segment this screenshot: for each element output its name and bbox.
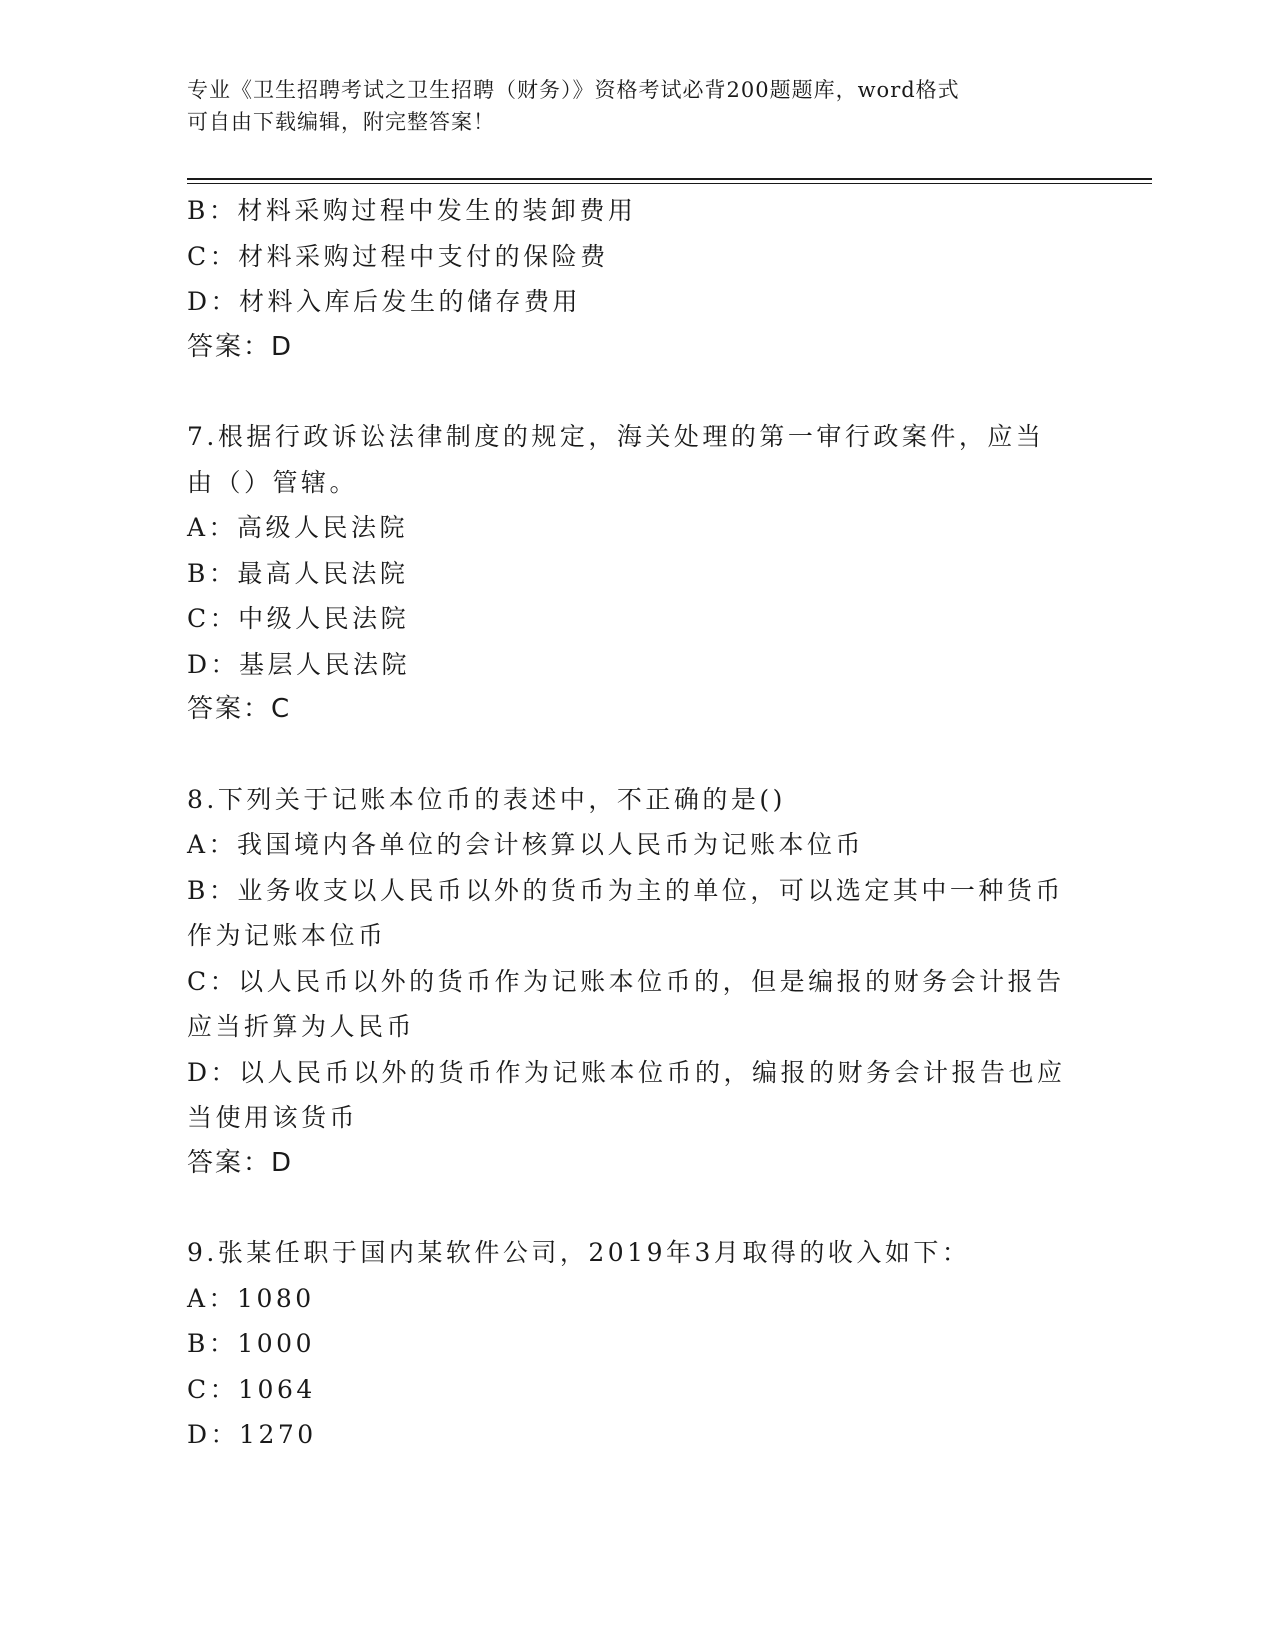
spacer xyxy=(187,733,1087,777)
answer-line: 答案：D xyxy=(187,331,294,362)
option-c-line-2: 应当折算为人民币 xyxy=(187,1012,416,1041)
question-stem-line-2: 由（）管辖。 xyxy=(187,467,359,497)
option-d-line-1: D：以人民币以外的货币作为记账本位币的，编报的财务会计报告也应 xyxy=(187,1057,1066,1087)
option-a: A：高级人民法院 xyxy=(187,513,409,542)
question-stem: 8.下列关于记账本位币的表述中，不正确的是() xyxy=(187,784,786,814)
answer-line: 答案：C xyxy=(187,694,292,724)
spacer xyxy=(187,1186,1087,1230)
option-c-line-1: C：以人民币以外的货币作为记账本位币的，但是编报的财务会计报告 xyxy=(187,966,1065,996)
option-b: B：材料采购过程中发生的装卸费用 xyxy=(187,196,637,225)
option-b: B：最高人民法院 xyxy=(187,558,409,588)
header-title-line-2: 可自由下载编辑，附完整答案！ xyxy=(187,110,495,134)
question-7 xyxy=(187,414,1087,733)
option-d: D：1270 xyxy=(187,1420,317,1449)
option-d: D：基层人民法院 xyxy=(187,649,411,679)
option-d-line-2: 当使用该货币 xyxy=(187,1103,359,1132)
question-stem: 9.张某任职于国内某软件公司，2019年3月取得的收入如下： xyxy=(187,1238,971,1267)
option-c: C：中级人民法院 xyxy=(187,604,410,633)
question-list xyxy=(187,188,1087,1458)
question-9 xyxy=(187,1230,1087,1458)
option-b-line-1: B：业务收支以人民币以外的货币为主的单位，可以选定其中一种货币 xyxy=(187,875,1064,905)
spacer xyxy=(187,370,1087,414)
option-a: A：我国境内各单位的会计核算以人民币为记账本位币 xyxy=(187,830,865,859)
question-6-tail xyxy=(187,188,1087,370)
answer-line: 答案：D xyxy=(187,1147,294,1178)
header-divider-thick xyxy=(187,178,1152,180)
option-c: C：材料采购过程中支付的保险费 xyxy=(187,241,609,271)
question-stem-line-1: 7.根据行政诉讼法律制度的规定，海关处理的第一审行政案件，应当 xyxy=(187,422,1045,451)
option-b: B：1000 xyxy=(187,1329,315,1358)
option-a: A：1080 xyxy=(187,1283,315,1313)
option-c: C：1064 xyxy=(187,1374,316,1404)
header-title-line-1: 专业《卫生招聘考试之卫生招聘（财务）》资格考试必背200题题库，word格式 xyxy=(187,78,960,102)
option-b-line-2: 作为记账本位币 xyxy=(187,921,387,950)
option-d: D：材料入库后发生的储存费用 xyxy=(187,287,582,316)
header-divider-thin xyxy=(187,183,1152,184)
question-8 xyxy=(187,777,1087,1187)
document-header xyxy=(187,74,1067,138)
